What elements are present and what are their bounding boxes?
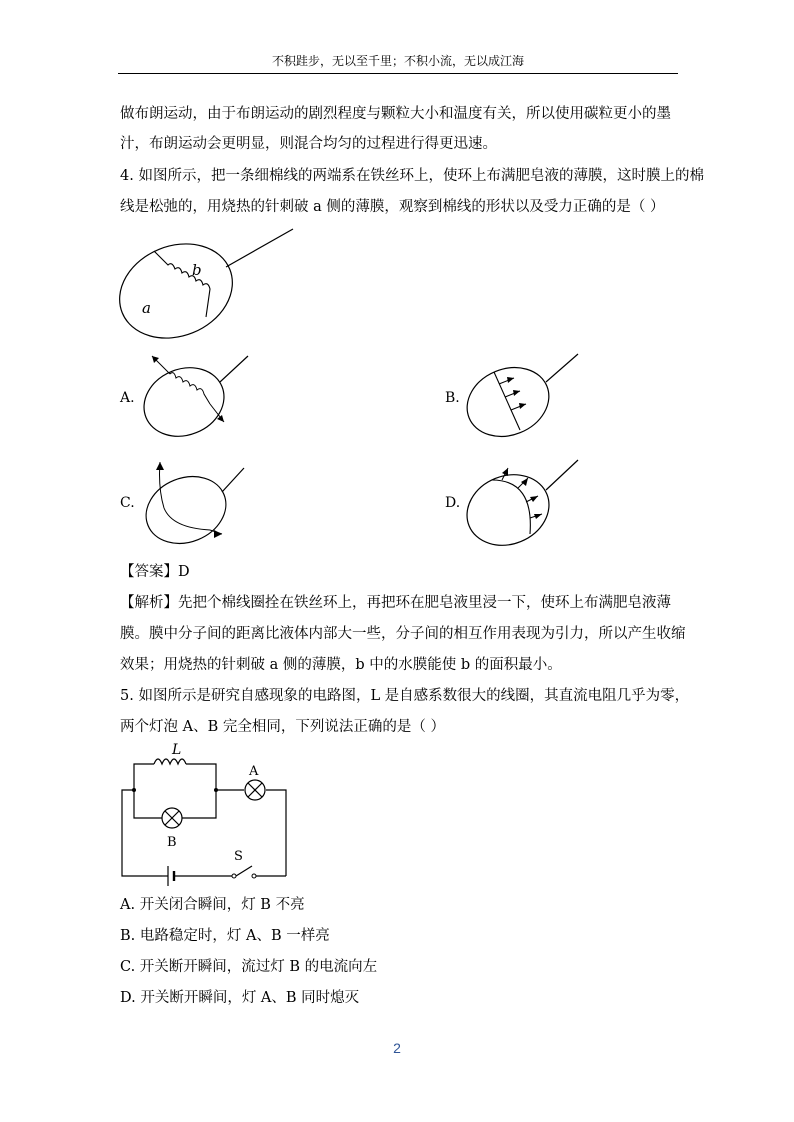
- lamp-a-label: A: [249, 764, 259, 779]
- question-5-stem: 两个灯泡 A、B 完全相同，下列说法正确的是（ ）: [120, 719, 445, 735]
- option-d-label: D.: [445, 495, 461, 511]
- switch-label: S: [234, 849, 243, 864]
- inductor-label: L: [172, 742, 182, 758]
- question-5-option-c: C. 开关断开瞬间，流过灯 B 的电流向左: [120, 959, 378, 975]
- page-number: 2: [393, 1040, 401, 1056]
- paragraph-line: 做布朗运动，由于布朗运动的剧烈程度与颗粒大小和温度有关，所以使用碳粒更小的墨: [120, 106, 671, 122]
- soap-film-ring-figure: [118, 225, 298, 345]
- region-b-label: b: [192, 261, 202, 279]
- wire-ring: [118, 228, 247, 345]
- region-a-label: a: [142, 299, 151, 317]
- option-d-figure: [462, 456, 582, 552]
- option-b-figure: [462, 352, 582, 444]
- option-c-figure: [140, 458, 252, 550]
- lamp-b-label: B: [167, 835, 177, 850]
- paragraph-line: 汁，布朗运动会更明显，则混合均匀的过程进行得更迅速。: [120, 136, 497, 152]
- question-5-option-b: B. 电路稳定时，灯 A、B 一样亮: [120, 928, 330, 944]
- question-4-analysis: 【解析】先把个棉线圈拴在铁丝环上，再把环在肥皂液里浸一下，使环上布满肥皂液薄: [120, 595, 671, 611]
- question-4-analysis: 效果；用烧热的针刺破 a 侧的薄膜，b 中的水膜能使 b 的面积最小。: [120, 657, 562, 673]
- question-4-analysis: 膜。膜中分子间的距离比液体内部大一些，分子间的相互作用表现为引力，所以产生收缩: [120, 626, 686, 642]
- self-inductance-circuit: [116, 740, 296, 890]
- option-a-figure: [140, 352, 252, 444]
- option-c-label: C.: [120, 495, 135, 511]
- option-a-label: A.: [120, 390, 135, 406]
- page-header-motto: 不积跬步，无以至千里；不积小流，无以成江海: [271, 54, 524, 68]
- wire-handle: [226, 229, 293, 267]
- question-4-answer: 【答案】D: [120, 564, 190, 580]
- option-b-label: B.: [445, 390, 460, 406]
- question-5-option-d: D. 开关断开瞬间，灯 A、B 同时熄灭: [120, 990, 360, 1006]
- question-4-stem: 线是松弛的，用烧热的针刺破 a 侧的薄膜，观察到棉线的形状以及受力正确的是（ ）: [120, 199, 665, 215]
- question-5-option-a: A. 开关闭合瞬间，灯 B 不亮: [120, 897, 305, 913]
- header-divider: [118, 73, 678, 74]
- question-4-stem: 4. 如图所示，把一条细棉线的两端系在铁丝环上，使环上布满肥皂液的薄膜，这时膜上的棉: [120, 168, 704, 184]
- question-5-stem: 5. 如图所示是研究自感现象的电路图，L 是自感系数很大的线圈，其直流电阻几乎为零，: [120, 688, 690, 704]
